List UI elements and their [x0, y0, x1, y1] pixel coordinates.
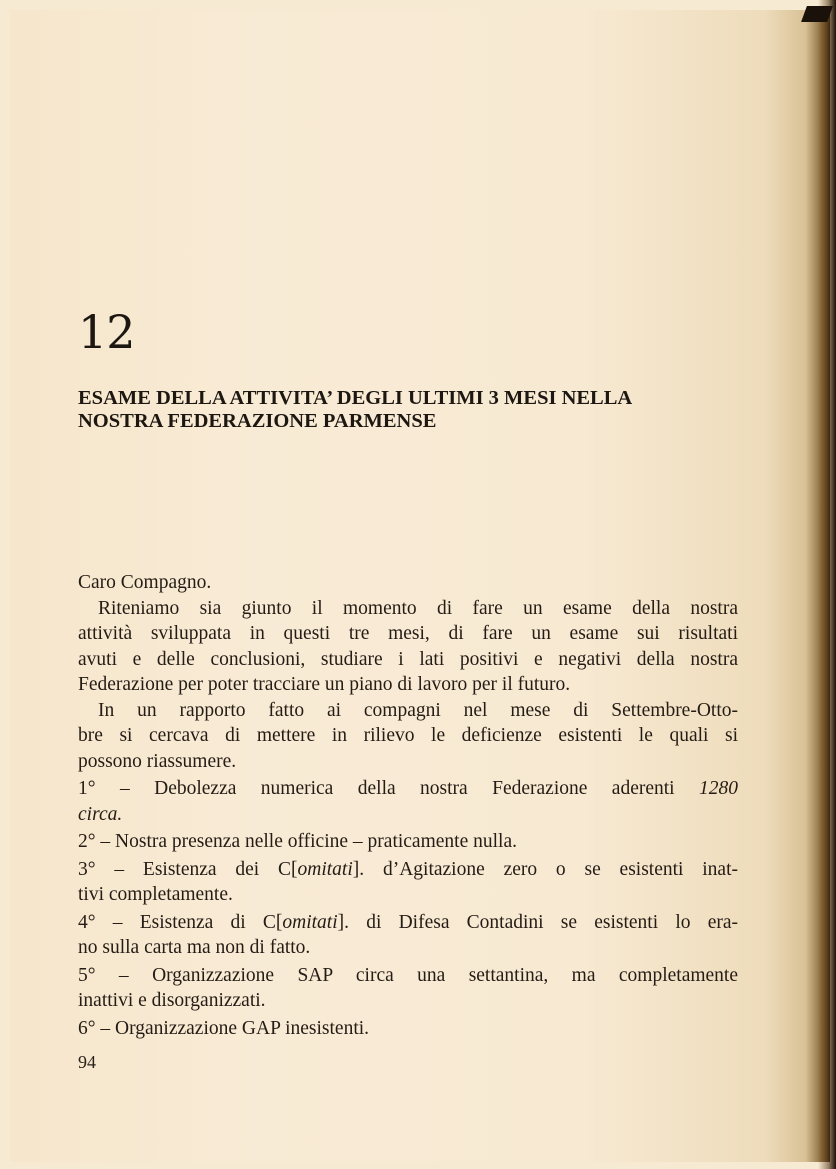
chapter-number: 12 [78, 305, 135, 359]
paragraph-1-line-3: avuti e delle conclusioni, studiare i lati positivi e negativi della nostra [78, 648, 738, 670]
list-item-3: 3° – Esistenza dei C[omitati]. d’Agitazione zero o se esistenti inat- [78, 858, 738, 880]
paragraph-1-line-1: Riteniamo sia giunto il momento di fare un esame della nostra [98, 597, 738, 619]
body-text [78, 570, 738, 1041]
list-item-5-continuation: inattivi e disorganizzati. [78, 990, 266, 1011]
paragraph-1-line-4: Federazione per poter tracciare un piano di lavoro per il futuro. [78, 674, 571, 695]
list-item-5: 5° – Organizzazione SAP circa una settantina, ma completamente [78, 964, 738, 986]
list-item-1-continuation: circa. [78, 803, 123, 825]
paragraph-2-line-3: possono riassumere. [78, 750, 237, 772]
paragraph-1-line-2: attività sviluppata in questi tre mesi, di fare un esame sui risultati [78, 623, 738, 644]
page-number: 94 [78, 1052, 96, 1072]
paragraph-2-line-1: In un rapporto fatto ai compagni nel mese di Settembre-Otto- [98, 699, 738, 721]
chapter-title [78, 387, 718, 433]
list-item-2: 2° – Nostra presenza nelle officine – praticamente nulla. [78, 831, 517, 852]
list-item-6: 6° – Organizzazione GAP inesistenti. [78, 1017, 370, 1039]
list-item-3-continuation: tivi completamente. [78, 884, 233, 905]
list-item-4: 4° – Esistenza di C[omitati]. di Difesa Contadini se esistenti lo era- [78, 911, 738, 933]
salutation: Caro Compagno. [78, 572, 212, 593]
paragraph-2-line-2: bre si cercava di mettere in rilievo le deficienze esistenti le quali si [78, 725, 738, 746]
list-item-1: 1° – Debolezza numerica della nostra Federazione aderenti 1280 [78, 778, 738, 799]
chapter-title-line-2: NOSTRA FEDERAZIONE PARMENSE [78, 410, 437, 432]
list-item-4-continuation: no sulla carta ma non di fatto. [78, 937, 311, 958]
list-item-1-number: 1280 [699, 778, 738, 799]
binding-shadow [818, 0, 836, 1169]
chapter-title-line-1: ESAME DELLA ATTIVITA’ DEGLI ULTIMI 3 MESI NELLA [78, 387, 633, 409]
